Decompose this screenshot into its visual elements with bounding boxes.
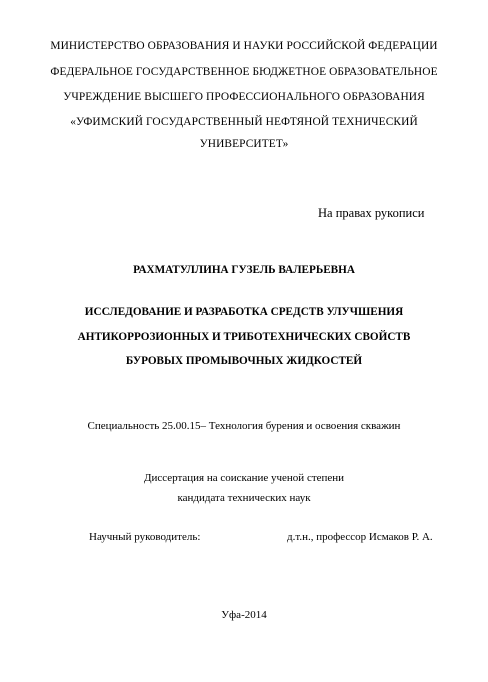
rights-note: На правах рукописи xyxy=(318,206,425,220)
place-year: Уфа-2014 xyxy=(221,609,267,621)
institution-line-4: «УФИМСКИЙ ГОСУДАРСТВЕННЫЙ НЕФТЯНОЙ ТЕХНИЧЕСКИЙ xyxy=(70,116,418,128)
institution-line-3: УЧРЕЖДЕНИЕ ВЫСШЕГО ПРОФЕССИОНАЛЬНОГО ОБРАЗОВАНИЯ xyxy=(63,91,425,103)
dissertation-line-1: Диссертация на соискание ученой степени xyxy=(143,472,345,484)
institution-line-1: МИНИСТЕРСТВО ОБРАЗОВАНИЯ И НАУКИ РОССИЙСКОЙ ФЕДЕРАЦИИ xyxy=(50,40,438,52)
author-name: РАХМАТУЛЛИНА ГУЗЕЛЬ ВАЛЕРЬЕВНА xyxy=(133,264,355,276)
specialty: Специальность 25.00.15– Технология бурения и освоения скважин xyxy=(87,420,401,432)
title-line-2: АНТИКОРРОЗИОННЫХ И ТРИБОТЕХНИЧЕСКИХ СВОЙСТВ xyxy=(77,331,411,343)
title-line-1: ИССЛЕДОВАНИЕ И РАЗРАБОТКА СРЕДСТВ УЛУЧШЕНИЯ xyxy=(84,306,404,318)
supervisor-label: Научный руководитель: xyxy=(89,531,201,543)
institution-line-2: ФЕДЕРАЛЬНОЕ ГОСУДАРСТВЕННОЕ БЮДЖЕТНОЕ ОБРАЗОВАТЕЛЬНОЕ xyxy=(50,66,438,78)
dissertation-line-2: кандидата технических наук xyxy=(177,492,311,504)
supervisor-name: д.т.н., профессор Исмаков Р. А. xyxy=(287,531,433,543)
title-line-3: БУРОВЫХ ПРОМЫВОЧНЫХ ЖИДКОСТЕЙ xyxy=(125,355,363,367)
institution-line-5: УНИВЕРСИТЕТ» xyxy=(199,138,289,150)
